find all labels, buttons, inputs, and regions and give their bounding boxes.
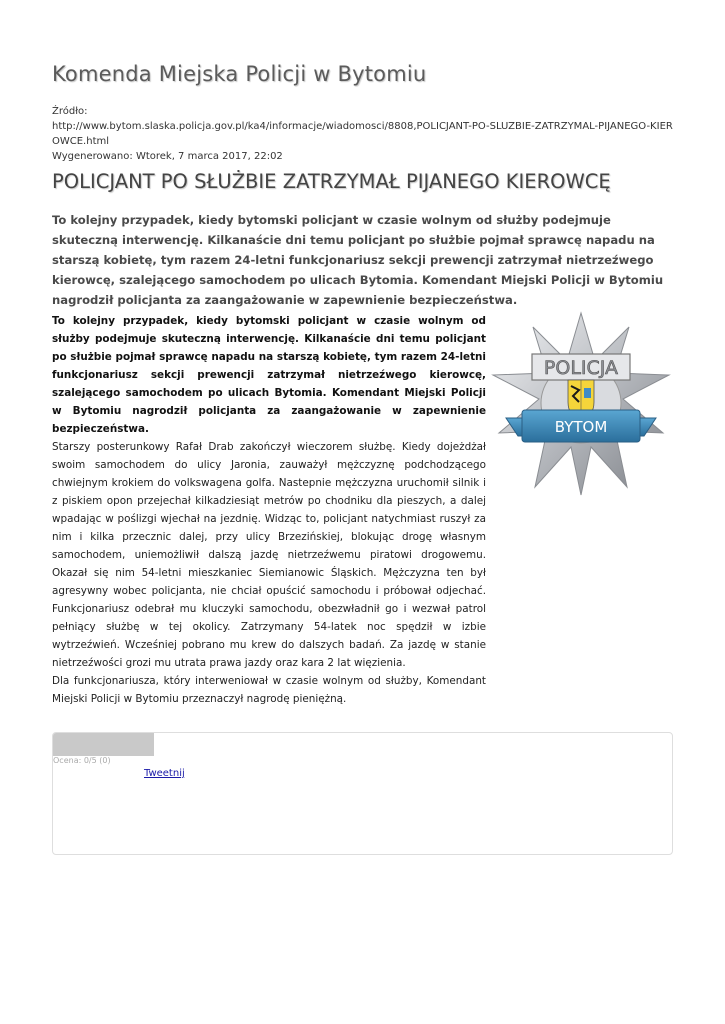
badge-top-text: POLICJA (543, 357, 619, 379)
article-lead: To kolejny przypadek, kiedy bytomski policjant w czasie wolnym od służby podejmuje skuteczną interwencję. Kilkanaście dni temu policjant po służbie pojmał sprawcę napadu na starszą kobietę, tym razem 24-letni funkcjonariusz sekcji prewencji zatrzymał nietrzeźwego kierowcę, szalejącego samochodem po ulicach Bytomia. Komendant Miejski Policji w Bytomiu nagrodził policjanta za zaangażowanie w zapewnienie bezpieczeństwa. (52, 213, 664, 307)
generated-date: Wygenerowano: Wtorek, 7 marca 2017, 22:02 (52, 151, 283, 162)
source-label: Źródło: (52, 106, 88, 117)
tweet-link[interactable]: Tweetnij (144, 768, 185, 779)
source-url: http://www.bytom.slaska.policja.gov.pl/ka4/informacje/wiadomosci/8808,POLICJANT-PO-SLUZBIE-ZATRZYMAL-PIJANEGO-KIEROWCE.html (52, 121, 673, 147)
article-paragraph: Starszy posterunkowy Rafał Drab zakończył wieczorem służbę. Kiedy dojeżdżał swoim samochodem do ulicy Jaronia, zauważył mężczyznę podchodzącego chwiejnym krokiem do volkswagena golfa. Nastepnie mężczyzna uruchomił silnik i z piskiem opon przejechał kilkadziesiąt metrów po chodniku dla pieszych, a dalej wpadając w poślizgi wjechał na jezdnię. Widząc to, policjant natychmiast ruszył za nim i kilka przecznic dalej, przy ulicy Brzezińskiej, blokując drogę własnym samochodem, uniemożliwił dalszą jazdę nietrzeźwemu piratowi drogowemu. Okazał się nim 54-letni mieszkaniec Siemianowic Śląskich. Mężczyzna ten był agresywny wobec policjanta, nie chciał opuścić samochodu i próbował odjechać. Funkcjonariusz odebrał mu kluczyki samochodu, obezwładnił go i wezwał patrol pełniący służbę w tej okolicy. Zatrzymany 54-latek noc spędził w izbie wytrzeźwień. Wcześniej pobrano mu krew do dalszych badań. Za jazdę w stanie nietrzeźwości grozi mu utrata prawa jazdy oraz kara 2 lat więzienia. (52, 441, 486, 669)
article-intro: To kolejny przypadek, kiedy bytomski policjant w czasie wolnym od służby podejmuje skuteczną interwencję. Kilkanaście dni temu policjant po służbie pojmał sprawcę napadu na starszą kobietę, tym razem 24-letni funkcjonariusz sekcji prewencji zatrzymał nietrzeźwego kierowcę, szalejącego samochodem po ulicach Bytomia. Komendant Miejski Policji w Bytomiu nagrodził policjanta za zaangażowanie w zapewnienie bezpieczeństwa. (52, 315, 486, 435)
article-body (52, 312, 486, 708)
rating-stars-bar[interactable] (53, 733, 154, 756)
police-star-badge-icon (488, 310, 674, 496)
badge-bottom-text: BYTOM (554, 418, 608, 436)
site-title: Komenda Miejska Policji w Bytomiu (52, 62, 427, 86)
article-title: POLICJANT PO SŁUŻBIE ZATRZYMAŁ PIJANEGO KIEROWCĘ (52, 170, 611, 193)
article-paragraph: Dla funkcjonariusza, który interweniował w czasie wolnym od służby, Komendant Miejski Policji w Bytomiu przeznaczył nagrodę pieniężną. (52, 675, 486, 705)
document-meta (52, 104, 674, 164)
rating-panel (52, 732, 673, 855)
rating-text: Ocena: 0/5 (0) (53, 756, 111, 765)
